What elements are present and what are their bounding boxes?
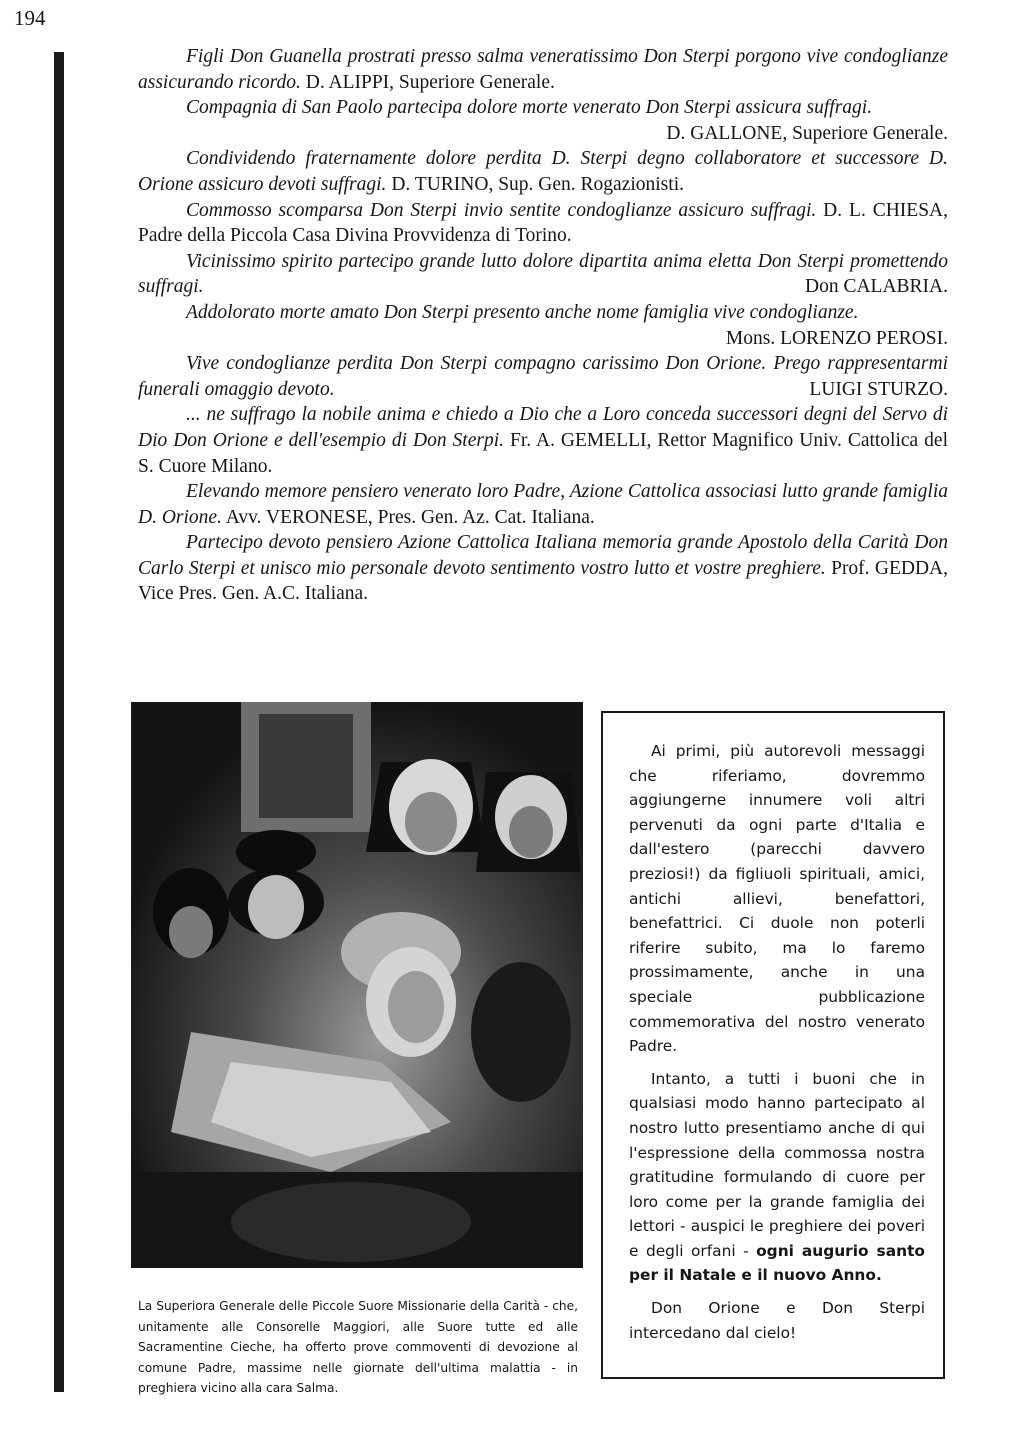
box-paragraph-2-bold: ogni augurio santo per il Natale e il nuovo Anno. xyxy=(629,1241,925,1285)
message-10 xyxy=(138,530,948,607)
message-text: ... ne suffrago la nobile anima e chiedo a Dio che a Loro conceda successori degni del Servo di Dio Don Orione e dell'esempio di Don Sterpi. xyxy=(138,404,948,451)
message-signature: Fr. A. GEMELLI, Rettor Magnifico Univ. Cattolica del S. Cuore Milano. xyxy=(138,429,948,477)
editorial-box xyxy=(601,711,945,1379)
box-paragraph-2-text: Intanto, a tutti i buoni che in qualsiasi modo hanno partecipato al nostro lutto presentiamo anche di qui l'espressione della commossa nostra gratitudine formulando di cuore per loro come per la grande famiglia dei lettori - auspici le preghiere dei poveri e degli orfani - xyxy=(629,1069,925,1260)
message-signature: Don CALABRIA. xyxy=(804,276,948,298)
funeral-photo xyxy=(131,702,583,1268)
message-5 xyxy=(138,249,948,300)
message-signature: Mons. LORENZO PEROSI. xyxy=(725,327,948,349)
photo-illustration xyxy=(131,702,583,1268)
message-9 xyxy=(138,479,948,530)
message-text: Figli Don Guanella prostrati presso salma veneratissimo Don Sterpi porgono vive condoglianze assicurando ricordo. xyxy=(138,46,948,93)
photo-caption: La Superiora Generale delle Piccole Suore Missionarie della Carità - che, unitamente alle Consorelle Maggiori, alle Suore tutte ed alle Sacramentine Cieche, ha offerto prove commoventi di devozione al comune Padre, massime nelle giornate dell'ultima malattia - in preghiera vicino alla cara Salma. xyxy=(138,1299,578,1395)
message-text: Compagnia di San Paolo partecipa dolore morte venerato Don Sterpi assicura suffragi. xyxy=(186,97,873,119)
message-text: Commosso scomparsa Don Sterpi invio sentite condoglianze assicuro suffragi. xyxy=(186,199,817,221)
box-paragraph-1: Ai primi, più autorevoli messaggi che riferiamo, dovremmo aggiungerne innumere voli altri pervenuti da ogni parte d'Italia e dall'estero (parecchi davvero preziosi!) da figliuoli spirituali, amici, antichi allievi, benefattori, benefattrici. Ci duole non poterli riferire subito, ma lo faremo prossimamente, anche in una speciale pubblicazione commemorativa del nostro venerato Padre. xyxy=(629,742,925,1056)
message-1 xyxy=(138,44,948,95)
box-paragraph-2 xyxy=(629,1067,925,1288)
message-text: Vicinissimo spirito partecipo grande lutto dolore dipartita anima eletta Don Sterpi promettendo suffragi. xyxy=(138,250,948,298)
message-signature: D. GALLONE, Superiore Generale. xyxy=(666,122,948,144)
condolence-messages xyxy=(138,44,948,607)
page-number: 194 xyxy=(14,6,46,30)
message-4 xyxy=(138,198,948,249)
message-signature: LUIGI STURZO. xyxy=(809,378,948,400)
message-2 xyxy=(138,95,948,146)
message-8 xyxy=(138,402,948,479)
message-text: Vive condoglianze perdita Don Sterpi compagno carissimo Don Orione. Prego rappresentarmi funerali omaggio devoto. xyxy=(138,353,948,400)
message-text: Condividendo fraternamente dolore perdita D. Sterpi degno collaboratore et successore D. Orione assicuro devoti suffragi. xyxy=(138,148,948,195)
message-7 xyxy=(138,351,948,402)
margin-bar xyxy=(54,52,64,1392)
message-3 xyxy=(138,146,948,197)
message-signature: D. L. CHIESA, Padre della Piccola Casa Divina Provvidenza di Torino. xyxy=(138,199,949,247)
message-text: Addolorato morte amato Don Sterpi presento anche nome famiglia vive condoglianze. xyxy=(186,301,859,323)
message-signature: Prof. GEDDA, Vice Pres. Gen. A.C. Italiana. xyxy=(138,557,949,605)
message-signature: D. ALIPPI, Superiore Generale. xyxy=(305,71,555,93)
message-text: Partecipo devoto pensiero Azione Cattolica Italiana memoria grande Apostolo della Carità Don Carlo Sterpi et unisco mio personale devoto sentimento vostro lutto et vostre preghiere. xyxy=(138,532,948,579)
message-6 xyxy=(138,300,948,351)
message-signature: Avv. VERONESE, Pres. Gen. Az. Cat. Italiana. xyxy=(225,506,595,528)
box-paragraph-3: Don Orione e Don Sterpi intercedano dal cielo! xyxy=(629,1299,925,1342)
message-text: Elevando memore pensiero venerato loro Padre, Azione Cattolica associasi lutto grande famiglia D. Orione. xyxy=(138,481,948,528)
message-signature: D. TURINO, Sup. Gen. Rogazionisti. xyxy=(391,173,684,195)
